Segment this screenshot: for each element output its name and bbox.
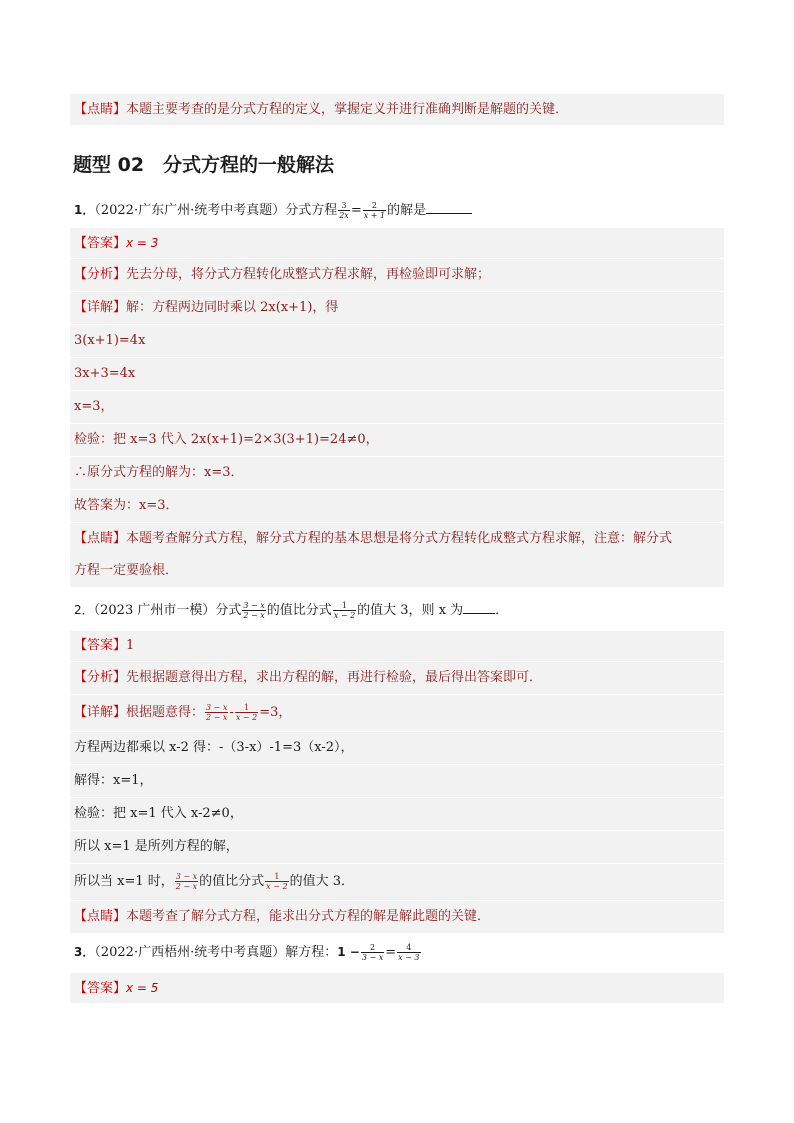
fraction: $\frac{3 - x}{2 - x}$ <box>206 703 228 722</box>
step-row: x=3， <box>70 391 724 423</box>
question-source: （2023 广州市一模）分式 <box>93 603 242 618</box>
step-row: 检验：把 x=3 代入 2x(x+1)=2×3(3+1)=24≠0， <box>70 424 724 456</box>
step-row: 方程两边都乘以 x-2 得：-（3-x）-1=3（x-2）， <box>70 732 724 764</box>
step-row: 3x+3=4x <box>70 358 724 390</box>
question-number: 3． <box>74 945 95 959</box>
answer-row: 【答案】x = 5 <box>70 973 724 1003</box>
note-text: 本题主要考查的是分式方程的定义，掌握定义并进行准确判断是解题的关键． <box>126 102 569 117</box>
step-row: ∴原分式方程的解为：x=3． <box>70 457 724 489</box>
step-row: 3(x+1)=4x <box>70 325 724 357</box>
fraction: $\frac{4}{x - 3}$ <box>398 943 420 962</box>
answer-row: 【答案】x = 3 <box>70 228 724 258</box>
question-number: 1． <box>74 203 95 217</box>
step-row: 所以 x=1 是所列方程的解， <box>70 831 724 863</box>
note-tag: 【点睛】 <box>74 102 127 117</box>
detail-row: 【详解】根据题意得： $\frac{3 - x}{2 - x}$ - $\frac{1}{x - 2}$ =3， <box>70 695 724 731</box>
fraction: $\frac{1}{x - 2}$ <box>333 601 356 620</box>
answer-value: 1 <box>126 638 135 653</box>
question-1: 1．（2022·广东广州·统考中考真题）分式方程 $\frac{3}{2x}$ = $\frac{2}{x + 1}$ 的解是 <box>70 198 724 222</box>
answer-row: 【答案】1 <box>70 631 724 661</box>
fraction: $\frac{3 - x}{2 - x}$ <box>243 601 265 620</box>
step-row: 故答案为：x=3． <box>70 490 724 522</box>
answer-value: x = 3 <box>126 236 159 250</box>
note-row: 【点睛】本题考查解分式方程，解分式方程的基本思想是将分式方程转化成整式方程求解，注意：解分式 方程一定要验根． <box>70 523 724 587</box>
fraction: $\frac{2}{x + 1}$ <box>363 201 386 220</box>
fraction: $\frac{1}{x - 2}$ <box>235 703 258 722</box>
answer-blank <box>426 201 472 214</box>
step-row: 所以当 x=1 时， $\frac{3 - x}{2 - x}$ 的值比分式 $\frac{1}{x - 2}$ 的值大 3． <box>70 864 724 900</box>
section-title: 题型 02 分式方程的一般解法 <box>73 154 335 176</box>
question-source: （2022·广西梧州·统考中考真题）解方程： <box>94 945 338 960</box>
answer-blank <box>463 601 495 614</box>
step-row: 检验：把 x=1 代入 x-2≠0， <box>70 798 724 830</box>
fraction: $\frac{1}{x - 2}$ <box>266 872 288 891</box>
analysis-row: 【分析】先根据题意得出方程，求出方程的解，再进行检验，最后得出答案即可． <box>70 662 724 694</box>
fraction: $\frac{3}{2x}$ <box>339 201 349 220</box>
note-row: 【点睛】本题考查了解分式方程，能求出分式方程的解是解此题的关键． <box>70 901 724 933</box>
question-number: 2． <box>74 603 94 617</box>
question-source: （2022·广东广州·统考中考真题）分式方程 <box>94 203 338 218</box>
question-3: 3．（2022·广西梧州·统考中考真题）解方程：1 − $\frac{2}{3 - x}$ = $\frac{4}{x - 3}$ <box>74 943 420 962</box>
analysis-row: 【分析】先去分母，将分式方程转化成整式方程求解，再检验即可求解； <box>70 259 724 291</box>
fraction: $\frac{3 - x}{2 - x}$ <box>175 872 198 891</box>
document-page <box>70 94 724 1003</box>
fraction: $\frac{2}{3 - x}$ <box>361 943 384 962</box>
step-row: 解得：x=1， <box>70 765 724 797</box>
top-note <box>70 94 724 125</box>
question-2: 2．（2023 广州市一模）分式 $\frac{3 - x}{2 - x}$ 的值比分式 $\frac{1}{x - 2}$ 的值大 3，则 x 为 ． <box>74 601 509 620</box>
answer-value: x = 5 <box>126 981 159 995</box>
detail-row: 【详解】解：方程两边同时乘以 2x(x+1)，得 <box>70 292 724 324</box>
